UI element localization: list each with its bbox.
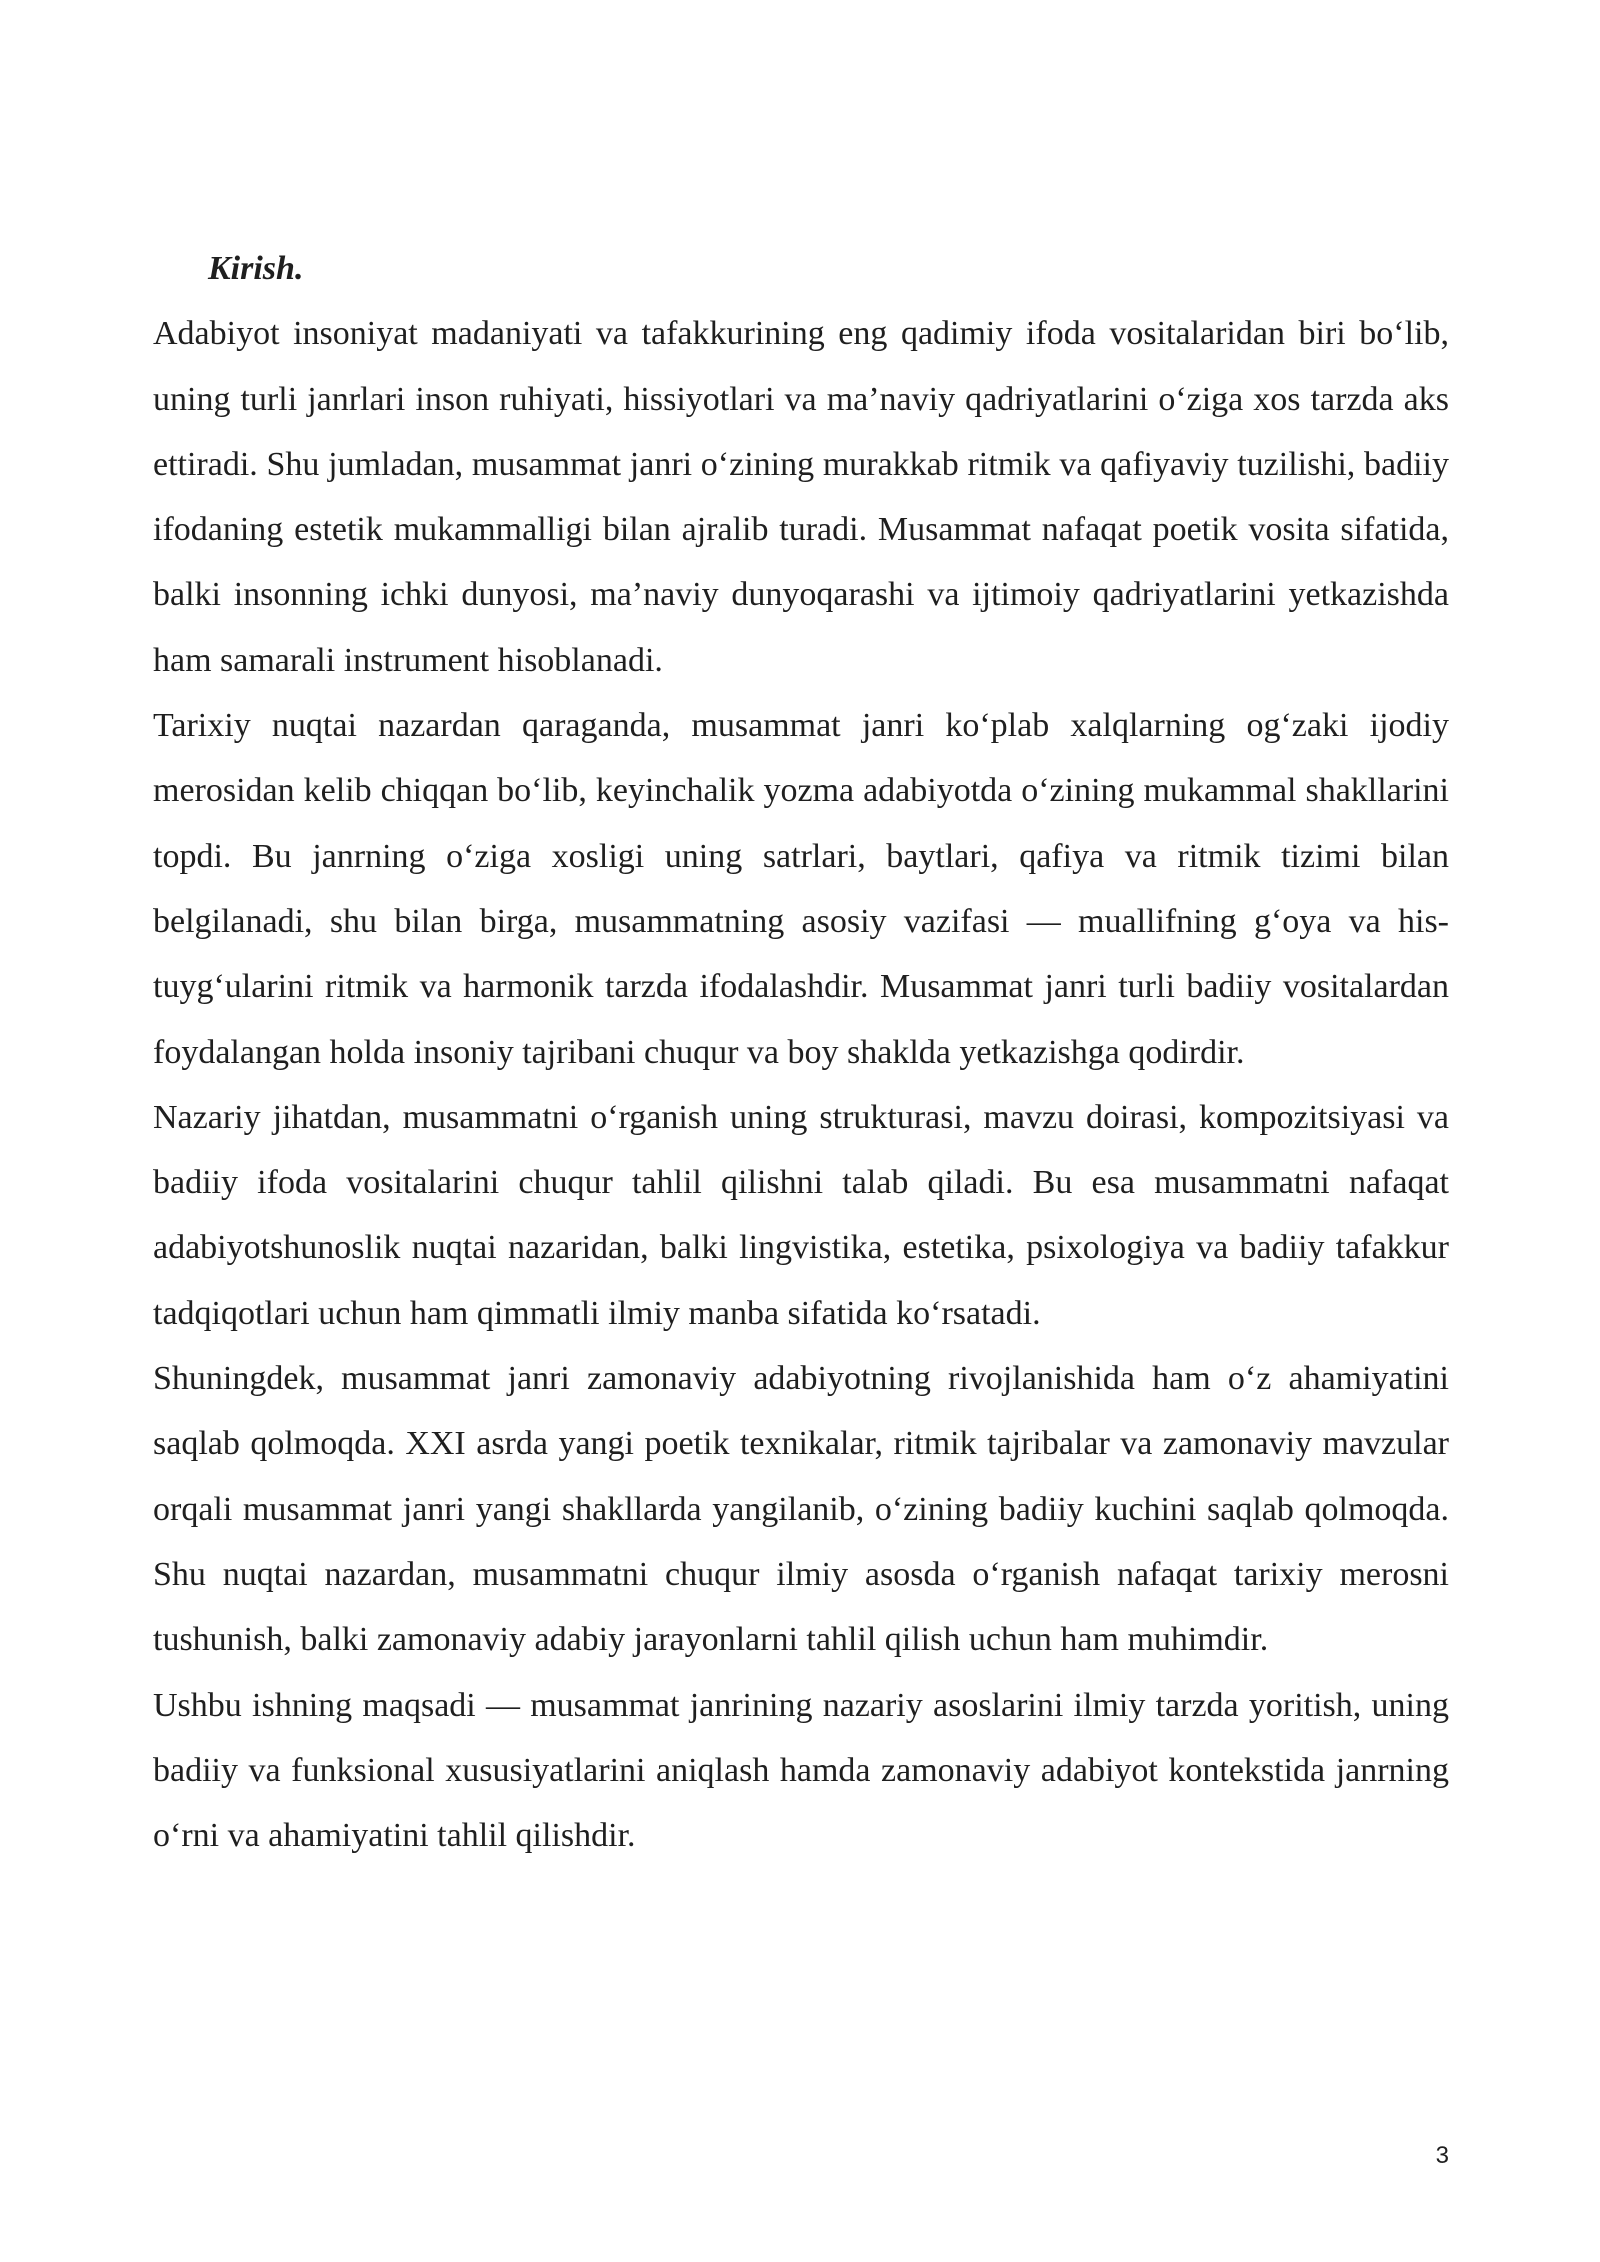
page-body [153,236,1449,1868]
paragraph-5: Ushbu ishning maqsadi — musammat janrining nazariy asoslarini ilmiy tarzda yoritish, uning badiiy va funksional xususiyatlarini aniqlash hamda zamonaviy adabiyot kontekstida janrning o‘rni va ahamiyatini tahlil qilishdir. [153,1686,1449,1855]
paragraph-4: Shuningdek, musammat janri zamonaviy adabiyotning rivojlanishida ham o‘z ahamiyatini saqlab qolmoqda. XXI asrda yangi poetik texnikalar, ritmik tajribalar va zamonaviy mavzular orqali musammat janri yangi shakllarda yangilanib, o‘zining badiiy kuchini saqlab qolmoqda. Shu nuqtai nazardan, musammatni chuqur ilmiy asosda o‘rganish nafaqat tarixiy merosni tushunish, balki zamonaviy adabiy jarayonlarni tahlil qilish uchun ham muhimdir. [153,1360,1449,1659]
page-number: 3 [1435,2142,1449,2169]
section-heading: Kirish. [208,250,304,287]
paragraph-3: Nazariy jihatdan, musammatni o‘rganish uning strukturasi, mavzu doirasi, kompozitsiyasi va badiiy ifoda vositalarini chuqur tahlil qilishni talab qiladi. Bu esa musammatni nafaqat adabiyotshunoslik nuqtai nazaridan, balki lingvistika, estetika, psixologiya va badiiy tafakkur tadqiqotlari uchun ham qimmatli ilmiy manba sifatida ko‘rsatadi. [153,1098,1449,1332]
paragraph-1: Adabiyot insoniyat madaniyati va tafakkurining eng qadimiy ifoda vositalaridan biri bo‘lib, uning turli janrlari inson ruhiyati, hissiyotlari va ma’naviy qadriyatlarini o‘ziga xos tarzda aks ettiradi. Shu jumladan, musammat janri o‘zining murakkab ritmik va qafiyaviy tuzilishi, badiiy ifodaning estetik mukammalligi bilan ajralib turadi. Musammat nafaqat poetik vosita sifatida, balki insonning ichki dunyosi, ma’naviy dunyoqarashi va ijtimoiy qadriyatlarini yetkazishda ham samarali instrument hisoblanadi. [153,315,1449,679]
paragraph-2: Tarixiy nuqtai nazardan qaraganda, musammat janri ko‘plab xalqlarning og‘zaki ijodiy merosidan kelib chiqqan bo‘lib, keyinchalik yozma adabiyotda o‘zining mukammal shakllarini topdi. Bu janrning o‘ziga xosligi uning satrlari, baytlari, qafiya va ritmik tizimi bilan belgilanadi, shu bilan birga, musammatning asosiy vazifasi — muallifning g‘oya va his-tuyg‘ularini ritmik va harmonik tarzda ifodalashdir. Musammat janri turli badiiy vositalardan foydalangan holda insoniy tajribani chuqur va boy shaklda yetkazishga qodirdir. [153,707,1449,1071]
